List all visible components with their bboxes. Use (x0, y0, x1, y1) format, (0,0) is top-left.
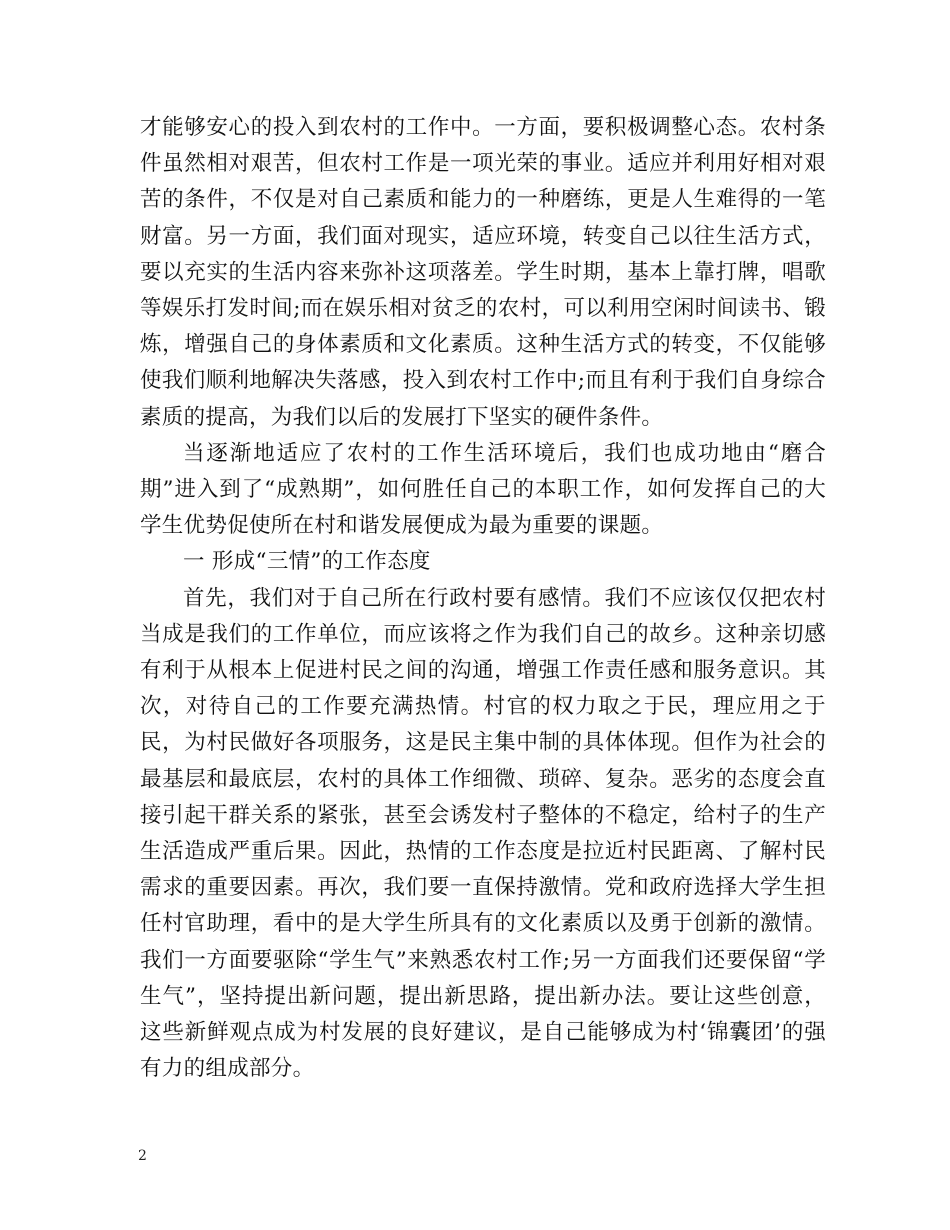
paragraph-three-attitudes: 首先，我们对于自己所在行政村要有感情。我们不应该仅仅把农村当成是我们的工作单位，而应该将之作为我们自己的故乡。这种亲切感有利于从根本上促进村民之间的沟通，增强工作责任感和服务意识。其次，对待自己的工作要充满热情。村官的权力取之于民，理应用之于民，为村民做好各项服务，这是民主集中制的具体体现。但作为社会的最基层和最底层，农村的具体工作细微、琐碎、复杂。恶劣的态度会直接引起干群关系的紧张，甚至会诱发村子整体的不稳定，给村子的生产生活造成严重后果。因此，热情的工作态度是拉近村民距离、了解村民需求的重要因素。再次，我们要一直保持激情。党和政府选择大学生担任村官助理，看中的是大学生所具有的文化素质以及勇于创新的激情。我们一方面要驱除“学生气”来熟悉农村工作;另一方面我们还要保留“学生气”，坚持提出新问题，提出新思路，提出新办法。要让这些创意，这些新鲜观点成为村发展的良好建议，是自己能够成为村‘锦囊团’的强有力的组成部分。 (140, 585, 826, 1082)
page-number: 2 (138, 1148, 147, 1164)
section-heading: 一 形成“三情”的工作态度 (183, 549, 431, 575)
paragraph-mature-period: 当逐渐地适应了农村的工作生活环境后，我们也成功地由“磨合期”进入到了“成熟期”，如何胜任自己的本职工作，如何发挥自己的大学生优势促使所在村和谐发展便成为最为重要的课题。 (140, 440, 826, 539)
body-text (140, 110, 826, 1087)
paragraph-continuation: 才能够安心的投入到农村的工作中。一方面，要积极调整心态。农村条件虽然相对艰苦，但农村工作是一项光荣的事业。适应并利用好相对艰苦的条件，不仅是对自己素质和能力的一种磨练，更是人生难得的一笔财富。另一方面，我们面对现实，适应环境，转变自己以往生活方式，要以充实的生活内容来弥补这项落差。学生时期，基本上靠打牌，唱歌等娱乐打发时间;而在娱乐相对贫乏的农村，可以利用空闲时间读书、锻炼，增强自己的身体素质和文化素质。这种生活方式的转变，不仅能够使我们顺利地解决失落感，投入到农村工作中;而且有利于我们自身综合素质的提高，为我们以后的发展打下坚实的硬件条件。 (140, 115, 826, 430)
